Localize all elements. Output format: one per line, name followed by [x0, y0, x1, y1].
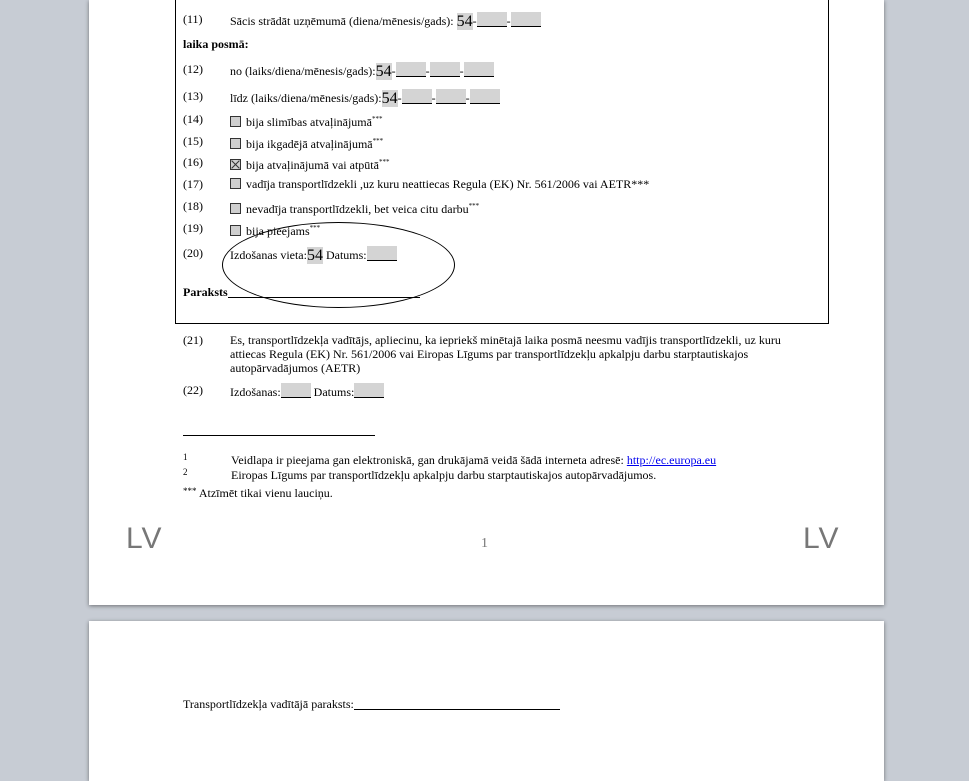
- date-label: Datums:: [313, 385, 355, 399]
- document-page-1: (11) Sācis strādāt uzņēmumā (diena/mēnesis/gads): 54- - laika posmā: (12) no (laiks/diena/mēnesis/gads):54- - - (13) līdz (laiks/diena/mēnesis/gads):54- - - (14) bija slimības atvaļinājumā*** (15) bija ikgadējā atvaļinājumā*** (16) bija atvaļinājumā vai atpūtā*** (17) vadīja transportlīdzekli ,uz kuru neattiecas Regula (EK) Nr. 561/2006 vai AETR*** (18) nevadīja transportlīdzekli, bet veica citu darbu*** (19) bija pieejams*** (20) Izdošanas vieta:54 Datums: Paraksts (21) Es, transportlīdzekļa vadītājs, apliecinu, ka iepriekš minētajā laika posmā neesmu vadījis transportlīdzekli, uz kuru attiecas Regula (EK) Nr. 561/2006 vai Eiropas Līgums par transportlīdzekļu apkalpju darbu starptautiskajos autopārvadājumos (AETR) (22) Izdošanas: Datums: 1 Veidlapa ir pieejama gan elektroniskā, gan drukājamā veidā šādā interneta adresē: http://ec.europa.eu 2 Eiropas Līgums par transportlīdzekļu apkalpju darbu starptautiskajos autopārvadājumos. *** Atzīmēt tikai vienu lauciņu. LV LV 1: [89, 0, 884, 605]
- driver-signature-row: [183, 696, 560, 711]
- signature-label: Paraksts: [183, 285, 228, 299]
- rest-leave-checkbox[interactable]: [230, 159, 241, 170]
- row-number: (18): [183, 199, 203, 213]
- year-field[interactable]: [464, 62, 494, 77]
- month-field[interactable]: [477, 12, 507, 27]
- page-number: 1: [481, 536, 488, 551]
- row-number: (19): [183, 221, 203, 235]
- row-label: no (laiks/diena/mēnesis/gads):: [230, 64, 376, 78]
- row-number: (14): [183, 112, 203, 126]
- annual-leave-checkbox[interactable]: [230, 138, 241, 149]
- lv-label-right: LV: [803, 522, 840, 555]
- signature-row: [183, 284, 420, 299]
- driver-signature-label: Transportlīdzekļa vadītājā paraksts:: [183, 697, 354, 711]
- issue-field[interactable]: [281, 383, 311, 398]
- available-checkbox[interactable]: [230, 225, 241, 236]
- period-heading: laika posmā:: [183, 37, 249, 51]
- footnote-separator: [183, 435, 375, 436]
- row-number: (11): [183, 12, 203, 26]
- row-label: līdz (laiks/diena/mēnesis/gads):: [230, 91, 382, 105]
- row-number: (13): [183, 89, 203, 103]
- month-field[interactable]: [436, 89, 466, 104]
- row-label: bija slimības atvaļinājumā: [246, 115, 372, 129]
- year-field[interactable]: [470, 89, 500, 104]
- date-field[interactable]: [354, 383, 384, 398]
- footnote-number: 1: [183, 452, 188, 462]
- footnote-text: Atzīmēt tikai vienu lauciņu.: [198, 486, 333, 500]
- footnote-number: 2: [183, 467, 188, 477]
- day-field[interactable]: [396, 62, 426, 77]
- footnote-text: Eiropas Līgums par transportlīdzekļu apkalpju darbu starptautiskajos autopārvadājumos.: [231, 468, 657, 482]
- row-number: (20): [183, 246, 203, 260]
- time-field[interactable]: 54: [375, 63, 392, 80]
- footnote-3: [183, 484, 333, 500]
- row-label: Sācis strādāt uzņēmumā (diena/mēnesis/gads):: [230, 14, 454, 28]
- driver-signature-line[interactable]: [354, 696, 560, 710]
- issue-label: Izdošanas:: [230, 385, 281, 399]
- declaration-line-3: autopārvadājumos (AETR): [230, 361, 361, 375]
- sick-leave-checkbox[interactable]: [230, 116, 241, 127]
- footnote-mark: ***: [309, 224, 321, 232]
- day-field[interactable]: 54: [456, 13, 473, 30]
- declaration-line-2: attiecas Regula (EK) Nr. 561/2006 vai Eiropas Līgums par transportlīdzekļu apkalpju darbu starptautiskajos: [230, 347, 749, 361]
- footnote-number: ***: [183, 486, 197, 496]
- day-field[interactable]: [402, 89, 432, 104]
- other-work-checkbox[interactable]: [230, 203, 241, 214]
- row-label: Izdošanas vieta:: [230, 248, 307, 262]
- year-field[interactable]: [511, 12, 541, 27]
- europa-link[interactable]: http://ec.europa.eu: [626, 453, 717, 467]
- row-label: bija atvaļinājumā vai atpūtā: [246, 158, 379, 172]
- row-number: (16): [183, 155, 203, 169]
- row-label: nevadīja transportlīdzekli, bet veica citu darbu: [246, 202, 469, 216]
- row-number: (17): [183, 177, 203, 191]
- footnote-mark: ***: [372, 137, 384, 145]
- row-label: vadīja transportlīdzekli ,uz kuru neattiecas Regula (EK) Nr. 561/2006 vai AETR***: [246, 177, 650, 191]
- row-number: (21): [183, 333, 203, 347]
- date-label: Datums:: [325, 248, 367, 262]
- place-field[interactable]: 54: [306, 247, 323, 264]
- drove-excluded-vehicle-checkbox[interactable]: [230, 178, 241, 189]
- declaration-line-1: Es, transportlīdzekļa vadītājs, apliecinu, ka iepriekš minētajā laika posmā neesmu vadījis transportlīdzekli, uz kuru: [230, 333, 781, 347]
- row-label: bija pieejams: [246, 224, 310, 238]
- document-page-2: [89, 621, 884, 781]
- time-field[interactable]: 54: [381, 90, 398, 107]
- signature-line[interactable]: [228, 284, 420, 298]
- row-number: (15): [183, 134, 203, 148]
- footnote-mark: ***: [371, 115, 383, 123]
- footnote-mark: ***: [468, 202, 480, 210]
- row-number: (22): [183, 383, 203, 397]
- row-label: bija ikgadējā atvaļinājumā: [246, 137, 373, 151]
- footnote-text: Veidlapa ir pieejama gan elektroniskā, gan drukājamā veidā šādā interneta adresē:: [231, 453, 624, 467]
- lv-label-left: LV: [126, 522, 163, 555]
- row-number: (12): [183, 62, 203, 76]
- month-field[interactable]: [430, 62, 460, 77]
- footnote-mark: ***: [378, 158, 390, 166]
